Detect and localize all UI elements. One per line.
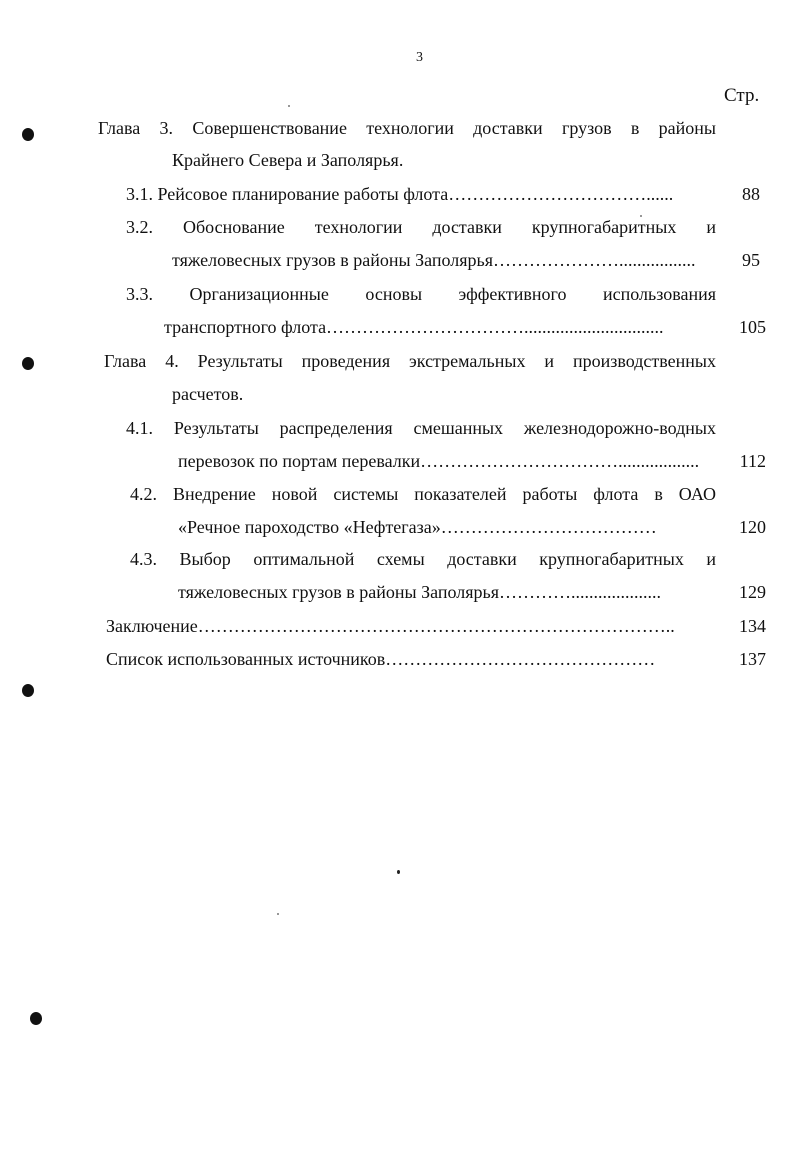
toc-page-3-2: 95 bbox=[742, 250, 760, 270]
scan-speck bbox=[640, 215, 642, 217]
page-number: 3 bbox=[416, 50, 423, 65]
toc-conclusion: Заключение…………………………………………………………………….. bbox=[106, 616, 675, 636]
toc-section-4-3-line1: 4.3. Выбор оптимальной схемы доставки крупногабаритных и bbox=[130, 549, 716, 569]
toc-page-conclusion: 134 bbox=[739, 616, 766, 636]
toc-page-3-1: 88 bbox=[742, 184, 760, 204]
scan-speck bbox=[288, 105, 290, 107]
toc-chapter3-line1: Глава 3. Совершенствование технологии доставки грузов в районы bbox=[98, 118, 716, 138]
toc-page-references: 137 bbox=[739, 649, 766, 669]
toc-page-3-3: 105 bbox=[739, 317, 766, 337]
binder-hole-mark bbox=[22, 357, 34, 370]
toc-section-3-3-line1: 3.3. Организационные основы эффективного использования bbox=[126, 284, 716, 304]
binder-hole-mark bbox=[22, 128, 34, 141]
toc-chapter4-line2: расчетов. bbox=[172, 384, 244, 404]
column-header: Стр. bbox=[724, 85, 760, 106]
toc-page-4-3: 129 bbox=[739, 582, 766, 602]
toc-section-4-2-line1: 4.2. Внедрение новой системы показателей работы флота в ОАО bbox=[130, 484, 716, 504]
toc-section-3-2-line1: 3.2. Обоснование технологии доставки крупногабаритных и bbox=[126, 217, 716, 237]
binder-hole-mark bbox=[30, 1012, 42, 1025]
binder-hole-mark bbox=[22, 684, 34, 697]
toc-section-4-1-line1: 4.1. Результаты распределения смешанных железнодорожно-водных bbox=[126, 418, 716, 438]
scan-speck bbox=[277, 913, 279, 915]
toc-chapter4-line1: Глава 4. Результаты проведения экстремальных и производственных bbox=[104, 351, 716, 371]
toc-section-3-3-line2: транспортного флота……………………………............................... bbox=[164, 317, 664, 337]
toc-chapter3-line2: Крайнего Севера и Заполярья. bbox=[172, 150, 404, 170]
toc-page-4-1: 112 bbox=[739, 451, 766, 471]
toc-section-3-1: 3.1. Рейсовое планирование работы флота……………………………...... bbox=[126, 184, 674, 204]
toc-page-4-2: 120 bbox=[739, 517, 766, 537]
toc-section-4-3-line2: тяжеловесных грузов в районы Заполярья………….................... bbox=[178, 582, 662, 602]
scan-speck bbox=[397, 870, 400, 874]
toc-section-4-2-line2: «Речное пароходство «Нефтегаза»……………………………… bbox=[178, 517, 657, 537]
toc-section-4-1-line2: перевозок по портам перевалки…………………………….................. bbox=[178, 451, 700, 471]
toc-references: Список использованных источников……………………………………… bbox=[106, 649, 656, 669]
toc-section-3-2-line2: тяжеловесных грузов в районы Заполярья…………………................. bbox=[172, 250, 696, 270]
